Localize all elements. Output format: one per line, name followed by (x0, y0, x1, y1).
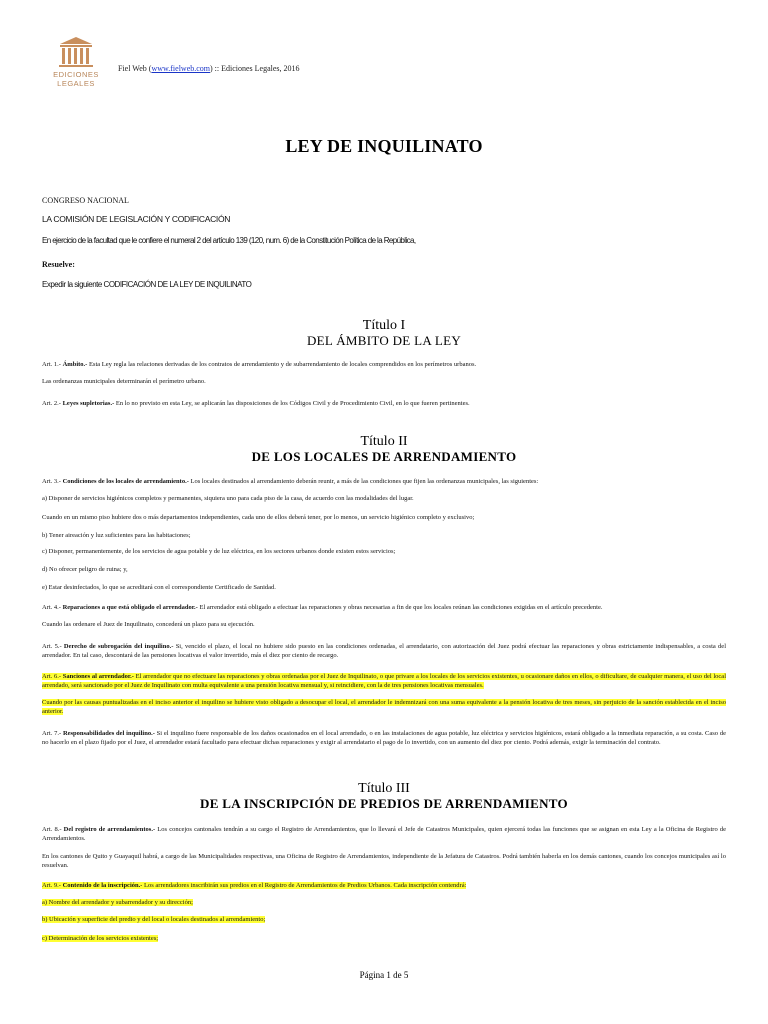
title-2-name: DE LOS LOCALES DE ARRENDAMIENTO (251, 449, 517, 464)
article-3-item-a: a) Disponer de servicios higiénicos completos y permanentes, siquiera uno para cada piso de la casa, de acuerdo con las modalidades del lugar. (42, 495, 414, 502)
art4-text: El arrendador está obligado a efectuar las reparaciones y obras necesarias a fin de que los locales reúnan las condiciones exigidas en el artículo precedente. (197, 604, 603, 611)
article-9-item-a (42, 899, 726, 908)
title-2-label: Título II (360, 434, 408, 449)
article-7 (42, 730, 726, 747)
art6b-text: Cuando por las causas puntualizadas en el inciso anterior el inquilino se hubiere visto obligado a desocupar el local, el arrendador le indemnizará con una suma equivalente a la pensión locativa de tres meses, sin perjuicio de la sanción establecida en el inciso anterior. (42, 699, 726, 715)
title-1-label: Título I (362, 318, 406, 333)
title-2 (0, 434, 768, 464)
source-suffix: ) :: Ediciones Legales, 2016 (210, 64, 300, 73)
resolves-line: Resuelve: (42, 260, 75, 269)
article-9-item-b (42, 916, 726, 925)
title-1 (0, 318, 768, 348)
art7-head: Responsabilidades del inquilino.- (62, 730, 155, 737)
page-number: Página 1 de 5 (359, 970, 409, 980)
title-3-label: Título III (358, 781, 410, 796)
art3-num: Art. 3.- (42, 478, 63, 485)
article-9-item-c (42, 935, 726, 944)
art2-text: En lo no previsto en esta Ley, se aplicarán las disposiciones de los Códigos Civil y de Procedimiento Civil, en lo que fueren pertinentes. (114, 400, 470, 407)
article-3-item-e: e) Estar desinfectados, lo que se acreditará con el correspondiente Certificado de Sanidad. (42, 584, 276, 591)
article-6 (42, 673, 726, 690)
art4-num: Art. 4.- (42, 604, 63, 611)
art9a-text: a) Nombre del arrendador y subarrendador y su dirección; (42, 899, 193, 906)
article-3-item-d: d) No ofrecer peligro de ruina; y, (42, 566, 128, 573)
article-6-paragraph (42, 699, 726, 716)
congress-line: CONGRESO NACIONAL (42, 196, 129, 205)
art3-head: Condiciones de los locales de arrendamiento.- (62, 478, 189, 485)
article-8-paragraph: En los cantones de Quito y Guayaquil habrá, a cargo de las Municipalidades respectivas, una Oficina de Registro de Arrendamientos, independiente de la Jefatura de Catastros. Podrá también haberla en los demás cantones, cuando los concejos municipales así lo resuelvan. (42, 853, 726, 869)
art9-num: Art. 9.- (42, 882, 63, 889)
title-3-name: DE LA INSCRIPCIÓN DE PREDIOS DE ARRENDAMIENTO (200, 796, 568, 811)
logo-line-2: LEGALES (57, 79, 95, 88)
art8-text: Los concejos cantonales tendrán a su cargo el Registro de Arrendamientos, que lo llevará el Jefe de Catastros Municipales, quien ejercerá todas las funciones que se asignan en esta Ley a la Oficina de Registro de Arrendamientos. (42, 826, 726, 842)
art9b-text: b) Ubicación y superficie del predio y del local o locales destinados al arrendamiento; (42, 916, 266, 923)
article-3-item-b: b) Tener aireación y luz suficientes para las habitaciones; (42, 532, 191, 539)
art6-num: Art. 6.- (42, 673, 63, 680)
art2-head: Leyes supletorias.- (62, 400, 115, 407)
art9c-text: c) Determinación de los servicios existentes; (42, 935, 159, 942)
art5-text: Si, vencido el plazo, el local no hubiere sido puesto en las condiciones ordenadas, el arrendatario, con autorización del Juez podrá efectuar las reparaciones y obras estrictamente indispensables, a costa del arrendador. En tal caso, descontará de las pensiones locativas el valor invertido, más el diez por ciento de recargo. (42, 643, 726, 659)
article-8 (42, 826, 726, 843)
source-prefix: Fiel Web ( (118, 64, 152, 73)
title-1-name: DEL ÁMBITO DE LA LEY (306, 333, 462, 348)
article-1-paragraph: Las ordenanzas municipales determinarán el perímetro urbano. (42, 378, 206, 385)
article-4-paragraph: Cuando las ordenare el Juez de Inquilinato, concederá un plazo para su ejecución. (42, 621, 255, 628)
art6-head: Sanciones al arrendador.- (62, 673, 134, 680)
art1-head: Ámbito.- (62, 361, 88, 368)
art5-head: Derecho de subrogación del inquilino.- (63, 643, 174, 650)
article-4 (42, 604, 726, 613)
article-2 (42, 400, 726, 409)
document-title: LEY DE INQUILINATO (285, 136, 483, 156)
exercise-line: En ejercicio de la facultad que le confiere el numeral 2 del artículo 139 (120, num. 6) de la Constitución Política de la República, (42, 236, 416, 245)
issue-line: Expedir la siguiente CODIFICACIÓN DE LA LEY DE INQUILINATO (42, 280, 252, 289)
art5-num: Art. 5.- (42, 643, 64, 650)
article-3-item-a-2: Cuando en un mismo piso hubiere dos o más departamentos independientes, cada uno de ellos deberá tener, por lo menos, un servicio higiénico completo y exclusivo; (42, 514, 475, 521)
ediciones-legales-logo (46, 36, 106, 94)
source-line (118, 64, 300, 73)
fielweb-link[interactable]: www.fielweb.com (151, 64, 211, 73)
article-5 (42, 643, 726, 660)
art3-text: Los locales destinados al arrendamiento deberán reunir, a más de las condiciones que fijen las ordenanzas municipales, las siguientes: (188, 478, 539, 485)
art6-text: El arrendador que no efectuare las reparaciones y obras ordenadas por el Juez de Inquilinato, o que privare a los locales de los servicios existentes, u ocasionare daños en ellos, o dificultare, de cualquier manera, el uso del local arrendado, será sancionado por el Juez de Inquilinato con multa equivalente a una pensión locativa mensual y, si reincidiere, con la de tres pensiones locativas mensuales. (42, 673, 726, 689)
temple-icon (46, 36, 106, 70)
art7-num: Art. 7.- (42, 730, 63, 737)
title-3 (0, 781, 768, 811)
article-9 (42, 882, 726, 891)
commission-line: LA COMISIÓN DE LEGISLACIÓN Y CODIFICACIÓN (42, 214, 231, 224)
art8-num: Art. 8.- (42, 826, 64, 833)
art2-num: Art. 2.- (42, 400, 63, 407)
article-1 (42, 361, 726, 370)
article-3 (42, 478, 726, 487)
article-3-item-c: c) Disponer, permanentemente, de los servicios de agua potable y de luz eléctrica, en los sectores urbanos donde existen estos servicios; (42, 548, 396, 555)
art1-num: Art. 1.- (42, 361, 63, 368)
art1-text: Esta Ley regla las relaciones derivadas de los contratos de arrendamiento y de subarrendamiento de locales comprendidos en los perímetros urbanos. (87, 361, 477, 368)
art4-head: Reparaciones a que está obligado el arrendador.- (62, 604, 198, 611)
art9-head: Contenido de la inscripción.- (62, 882, 143, 889)
art9-text: Los arrendadores inscribirán sus predios en el Registro de Arrendamientos de Predios Urbanos. Cada inscripción contendrá: (142, 882, 467, 889)
art7-text: Si el inquilino fuere responsable de los daños ocasionados en el local arrendado, o en las instalaciones de agua potable, luz eléctrica y servicios higiénicos, estará obligado a la inmediata reparación, a su costa. Caso de no hacerlo en el plazo fijado por el Juez, el arrendador estará facultado para efectuar dichas reparaciones y exigir al arrendatario el pago de lo invertido, con un aumento del diez por ciento. Podrá además, exigir la terminación del contrato. (42, 730, 726, 746)
art8-head: Del registro de arrendamientos.- (63, 826, 156, 833)
logo-line-1: EDICIONES (53, 70, 99, 79)
